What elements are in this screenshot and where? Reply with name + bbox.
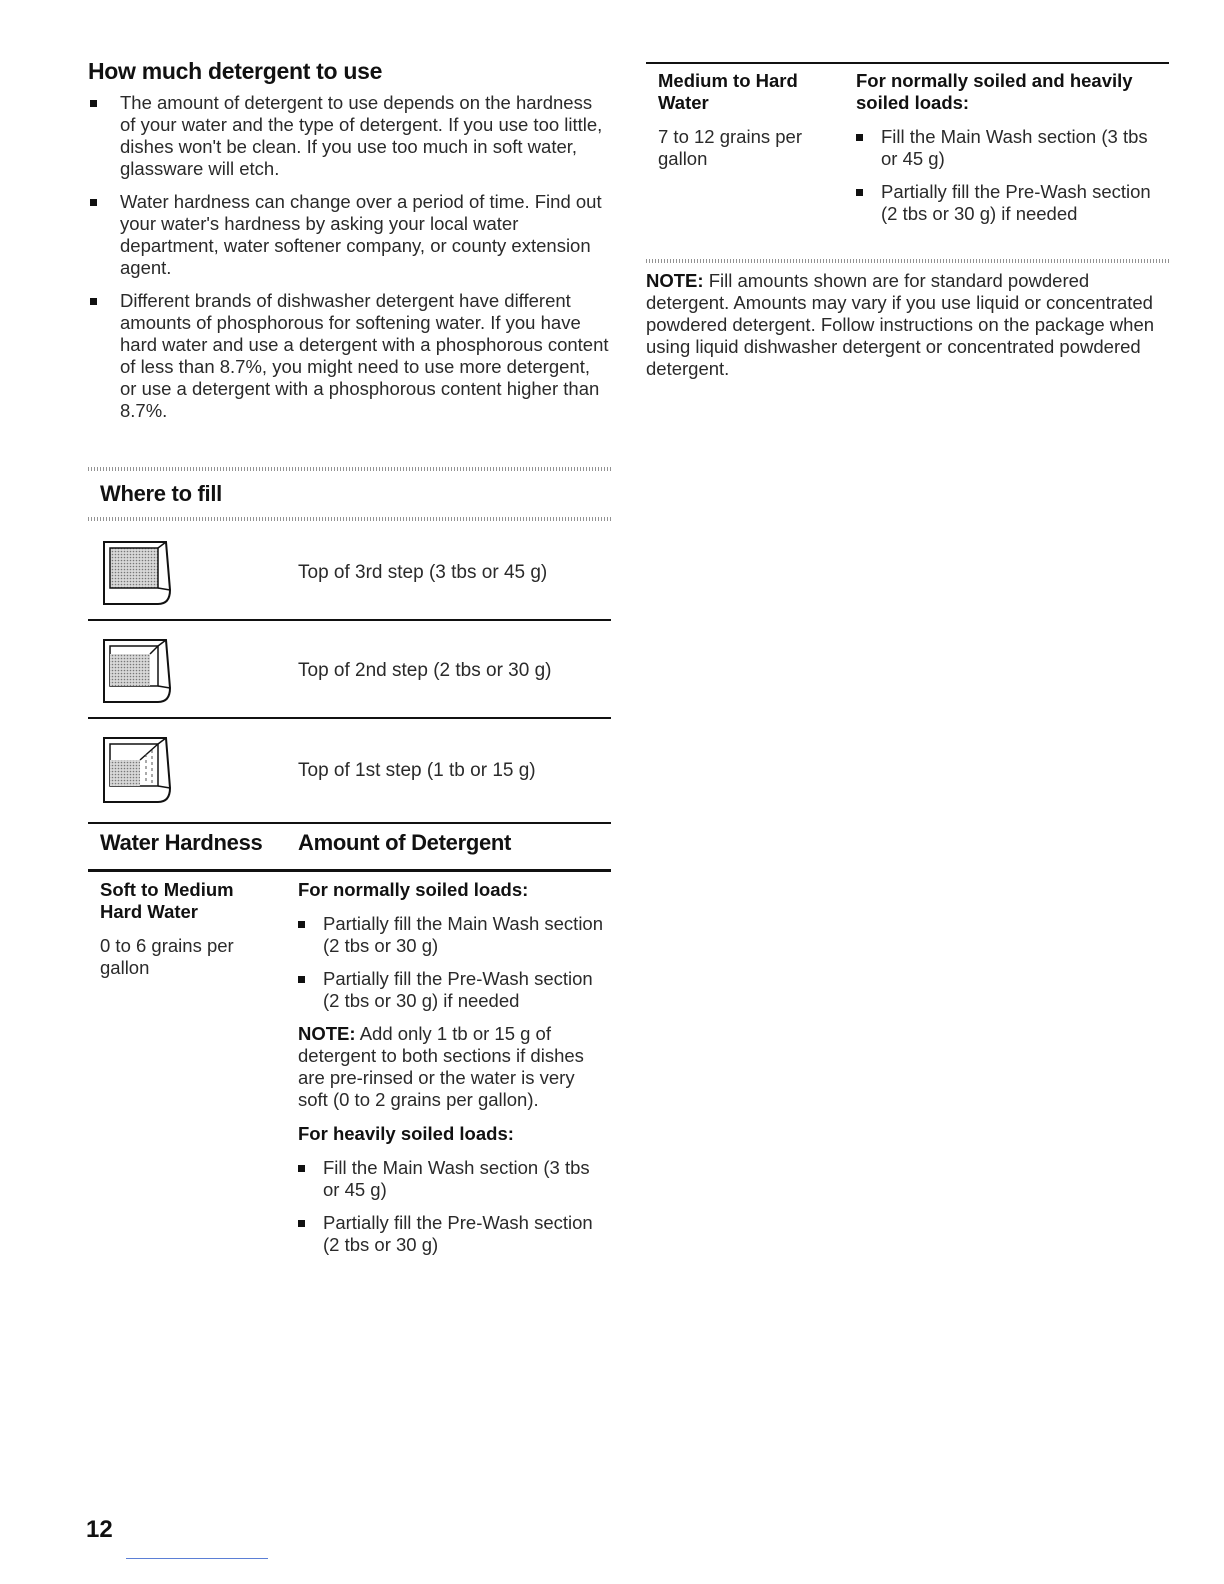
list-item: Water hardness can change over a period of time. Find out your water's hardness by asking your local water department, water softener company, or county extension agent.	[90, 191, 610, 279]
footer-line	[126, 1558, 268, 1559]
normal-loads-list	[298, 913, 608, 1012]
normal-loads-label: For normally soiled loads:	[298, 879, 529, 900]
soft-water-note	[298, 1023, 608, 1111]
fill-row-1st-step	[88, 726, 611, 822]
divider	[88, 717, 611, 719]
heavy-loads-list	[298, 1157, 608, 1256]
divider	[88, 822, 611, 824]
list-item: The amount of detergent to use depends on the hardness of your water and the type of detergent. If you use too little, dishes won't be clean. If you use too much in soft water, glassware will etch.	[90, 92, 610, 180]
hard-loads-label: For normally soiled and heavily soiled loads:	[856, 70, 1133, 113]
heavy-loads-label: For heavily soiled loads:	[298, 1123, 514, 1144]
dispenser-one-third-icon	[102, 734, 172, 806]
divider	[646, 259, 1169, 263]
fill-row-2nd-step	[88, 628, 611, 718]
soft-water-grains: 0 to 6 grains per gallon	[100, 935, 234, 978]
list-item: Partially fill the Pre-Wash section (2 tbs or 30 g) if needed	[298, 968, 608, 1012]
hard-water-amount	[856, 70, 1156, 236]
fill-row-text: Top of 2nd step (2 tbs or 30 g)	[298, 660, 552, 681]
note-label: NOTE:	[646, 270, 704, 291]
detergent-bullet-list	[90, 92, 610, 433]
divider	[646, 62, 1169, 64]
detergent-section-title: How much detergent to use	[88, 58, 383, 84]
hard-water-label: Medium to Hard Water	[658, 70, 798, 113]
note-text: Add only 1 tb or 15 g of detergent to both sections if dishes are pre-rinsed or the water is very soft (0 to 2 grains per gallon).	[298, 1023, 584, 1110]
fill-row-text: Top of 3rd step (3 tbs or 45 g)	[298, 562, 548, 583]
note-text: Fill amounts shown are for standard powdered detergent. Amounts may vary if you use liquid or concentrated powdered detergent. Follow instructions on the package when using liquid dishwasher detergent or concentrated powdered detergent.	[646, 270, 1155, 379]
list-item: Fill the Main Wash section (3 tbs or 45 g)	[298, 1157, 608, 1201]
page-number: 12	[86, 1516, 113, 1543]
soft-water-amount	[298, 879, 608, 1267]
divider	[88, 467, 611, 471]
header-amount-of-detergent: Amount of Detergent	[298, 830, 512, 855]
soft-water-label: Soft to Medium Hard Water	[100, 879, 234, 922]
list-item: Partially fill the Pre-Wash section (2 tbs or 30 g) if needed	[856, 181, 1156, 225]
where-to-fill-title: Where to fill	[100, 481, 222, 506]
list-item: Different brands of dishwasher detergent have different amounts of phosphorous for softening water. If you have hard water and use a detergent with a phosphorous content of less than 8.7%, you might need to use more detergent, or use a detergent with a phosphorous content higher than 8.7%.	[90, 290, 610, 422]
hard-water-grains: 7 to 12 grains per gallon	[658, 126, 802, 169]
hard-loads-list	[856, 126, 1156, 225]
list-item: Partially fill the Pre-Wash section (2 tbs or 30 g)	[298, 1212, 608, 1256]
dispenser-two-thirds-icon	[102, 636, 172, 706]
header-water-hardness: Water Hardness	[100, 830, 263, 855]
divider	[88, 869, 611, 872]
divider	[88, 619, 611, 621]
fill-row-3rd-step	[88, 530, 611, 620]
dispenser-full-icon	[102, 538, 172, 608]
divider	[88, 517, 611, 521]
list-item: Fill the Main Wash section (3 tbs or 45 g)	[856, 126, 1156, 170]
fill-row-text: Top of 1st step (1 tb or 15 g)	[298, 760, 536, 781]
fill-amounts-note	[646, 270, 1166, 380]
list-item: Partially fill the Main Wash section (2 tbs or 30 g)	[298, 913, 608, 957]
note-label: NOTE:	[298, 1023, 356, 1044]
